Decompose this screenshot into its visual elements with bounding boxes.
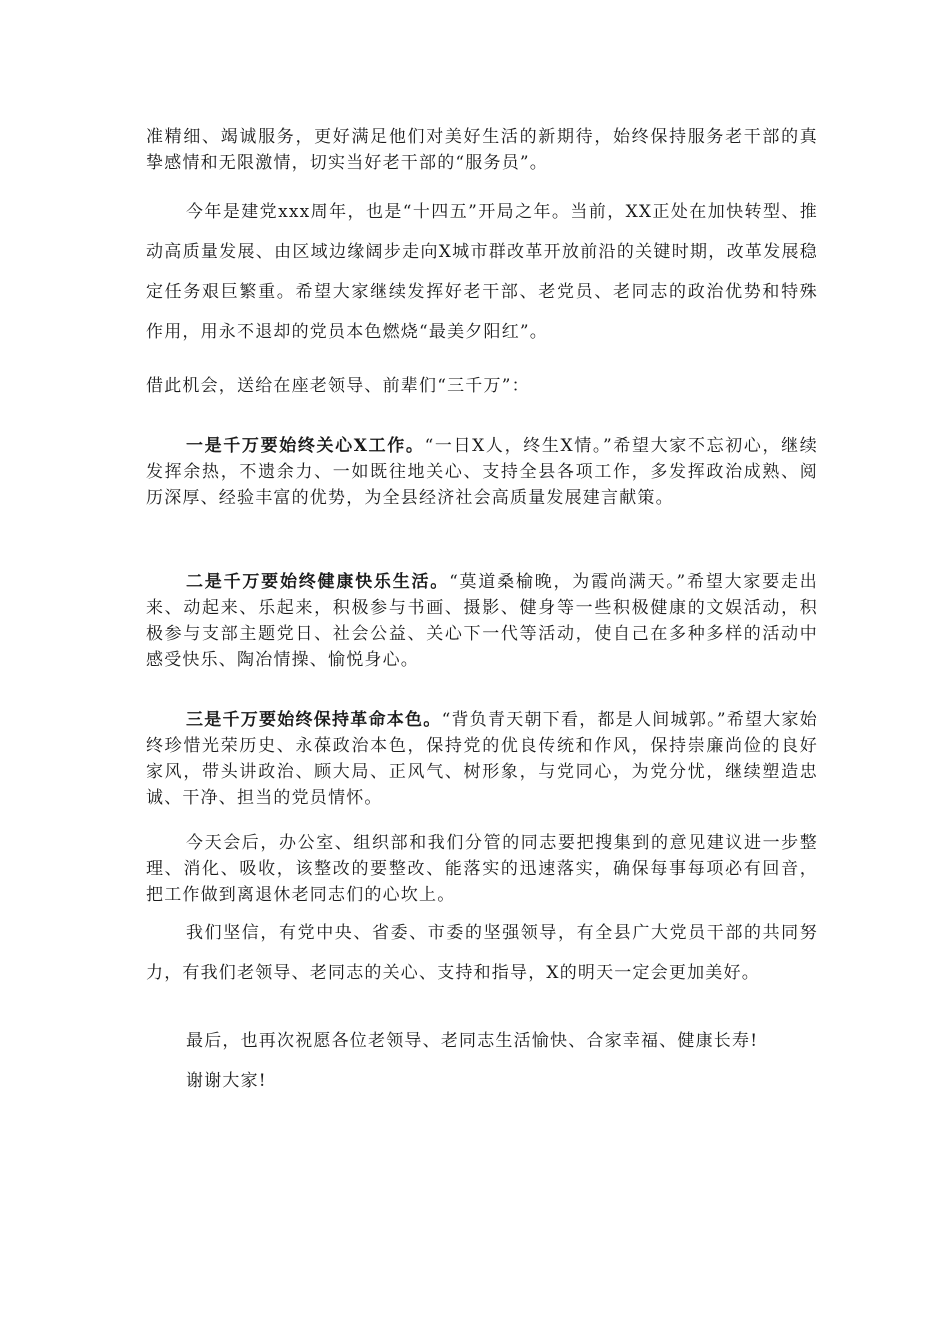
paragraph-text: “一日X人，终生X情。”希望大家不忘初心，继续发挥余热，不遗余力、一如既往地关心、支持全县各项工作，多发挥政治成熟、阅历深厚、经验丰富的优势，为全县经济社会高质量发展建言献策。 — [146, 436, 819, 508]
paragraph-text: 今年是建党xxx周年，也是“十四五”开局之年。当前，XX正处在加快转型、推动高质量发展、由区域边缘阔步走向X城市群改革开放前沿的关键时期，改革发展稳定任务艰巨繁重。希望大家继续发挥好老干部、老党员、老同志的政治优势和特殊作用，用永不退却的党员本色燃烧“最美夕阳红”。 — [146, 202, 818, 342]
paragraph-anniversary — [146, 192, 818, 352]
paragraph-closing-wishes — [146, 1028, 818, 1054]
paragraph-wish-one — [146, 433, 818, 511]
paragraph-text: 我们坚信，有党中央、省委、市委的坚强领导，有全县广大党员干部的共同努力，有我们老领导、老同志的关心、支持和指导，X的明天一定会更加美好。 — [146, 923, 818, 983]
paragraph-lead-heading: 二是千万要始终健康快乐生活。 — [186, 572, 450, 592]
paragraph-text: 准精细、竭诚服务，更好满足他们对美好生活的新期待，始终保持服务老干部的真挚感情和无限激情，切实当好老干部的“服务员”。 — [146, 127, 818, 173]
paragraph-text: 最后，也再次祝愿各位老领导、老同志生活愉快、合家幸福、健康长寿! — [186, 1031, 759, 1051]
paragraph-wish-two — [146, 569, 818, 673]
paragraph-wish-three — [146, 707, 818, 811]
paragraph-thanks — [146, 1068, 818, 1094]
paragraph-text: “背负青天朝下看，都是人间城郭。”希望大家始终珍惜光荣历史、永葆政治本色，保持党的优良传统和作风，保持崇廉尚俭的良好家风，带头讲政治、顾大局、正风气、树形象，与党同心，为党分忧，继续塑造忠诚、干净、担当的党员情怀。 — [146, 710, 818, 808]
paragraph-text: “莫道桑榆晚，为霞尚满天。”希望大家要走出来、动起来、乐起来，积极参与书画、摄影、健身等一些积极健康的文娱活动，积极参与支部主题党日、社会公益、关心下一代等活动，使自己在多种多样的活动中感受快乐、陶冶情操、愉悦身心。 — [146, 572, 818, 670]
paragraph-three-wishes-intro — [146, 373, 818, 399]
paragraph-lead-heading: 一是千万要始终关心X工作。 — [186, 436, 425, 456]
paragraph-continuation — [146, 124, 818, 176]
paragraph-lead-heading: 三是千万要始终保持革命本色。 — [186, 710, 442, 730]
paragraph-follow-up — [146, 830, 818, 908]
paragraph-text: 谢谢大家! — [186, 1071, 267, 1091]
paragraph-confidence — [146, 913, 818, 993]
paragraph-text: 借此机会，送给在座老领导、前辈们“三千万”： — [146, 376, 530, 396]
paragraph-text: 今天会后，办公室、组织部和我们分管的同志要把搜集到的意见建议进一步整理、消化、吸收，该整改的要整改、能落实的迅速落实，确保每事每项必有回音，把工作做到离退休老同志们的心坎上。 — [146, 833, 818, 905]
